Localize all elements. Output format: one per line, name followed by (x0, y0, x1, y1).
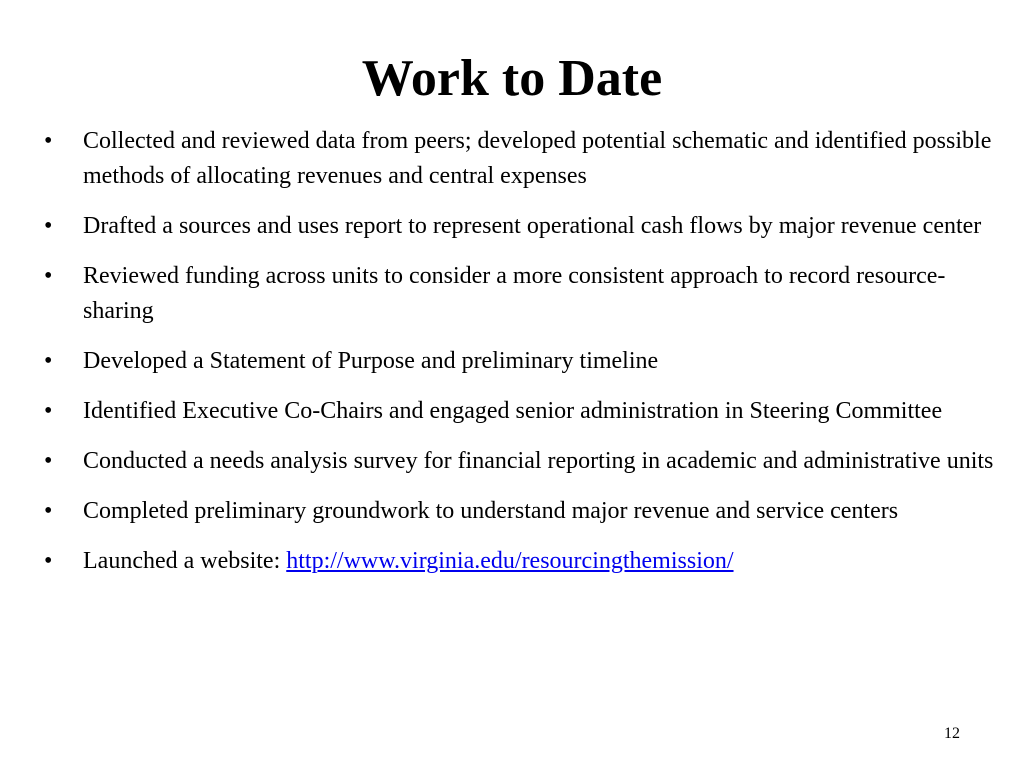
bullet-icon: • (44, 213, 53, 239)
bullet-icon: • (44, 448, 53, 474)
bullet-item (44, 444, 994, 479)
bullet-icon: • (44, 548, 53, 574)
bullet-item (44, 344, 994, 379)
bullet-text (83, 544, 994, 579)
bullet-text: Reviewed funding across units to consider a more consistent approach to record resource-sharing (83, 263, 946, 324)
website-link[interactable]: http://www.virginia.edu/resourcingthemission/ (286, 548, 734, 574)
slide-title: Work to Date (361, 50, 663, 107)
bullet-icon: • (44, 498, 53, 524)
website-label: Launched a website: (83, 548, 287, 574)
bullet-item (44, 124, 994, 194)
bullet-item (44, 494, 994, 529)
bullet-item (44, 394, 994, 429)
bullet-item-website (44, 544, 994, 579)
bullet-icon: • (44, 263, 53, 289)
bullet-text: Developed a Statement of Purpose and preliminary timeline (83, 348, 659, 374)
bullet-item (44, 209, 994, 244)
bullet-text: Conducted a needs analysis survey for financial reporting in academic and administrative units (83, 448, 994, 474)
bullet-text: Collected and reviewed data from peers; developed potential schematic and identified possible methods of allocating revenues and central expenses (83, 128, 992, 189)
bullet-icon: • (44, 398, 53, 424)
page-number: 12 (944, 725, 960, 742)
bullet-icon: • (44, 348, 53, 374)
bullet-text: Drafted a sources and uses report to represent operational cash flows by major revenue center (83, 213, 982, 239)
bullet-text: Completed preliminary groundwork to understand major revenue and service centers (83, 498, 899, 524)
bullet-icon: • (44, 128, 53, 154)
bullet-text: Identified Executive Co-Chairs and engaged senior administration in Steering Committee (83, 398, 943, 424)
bullet-list (44, 124, 994, 594)
bullet-item (44, 259, 994, 329)
